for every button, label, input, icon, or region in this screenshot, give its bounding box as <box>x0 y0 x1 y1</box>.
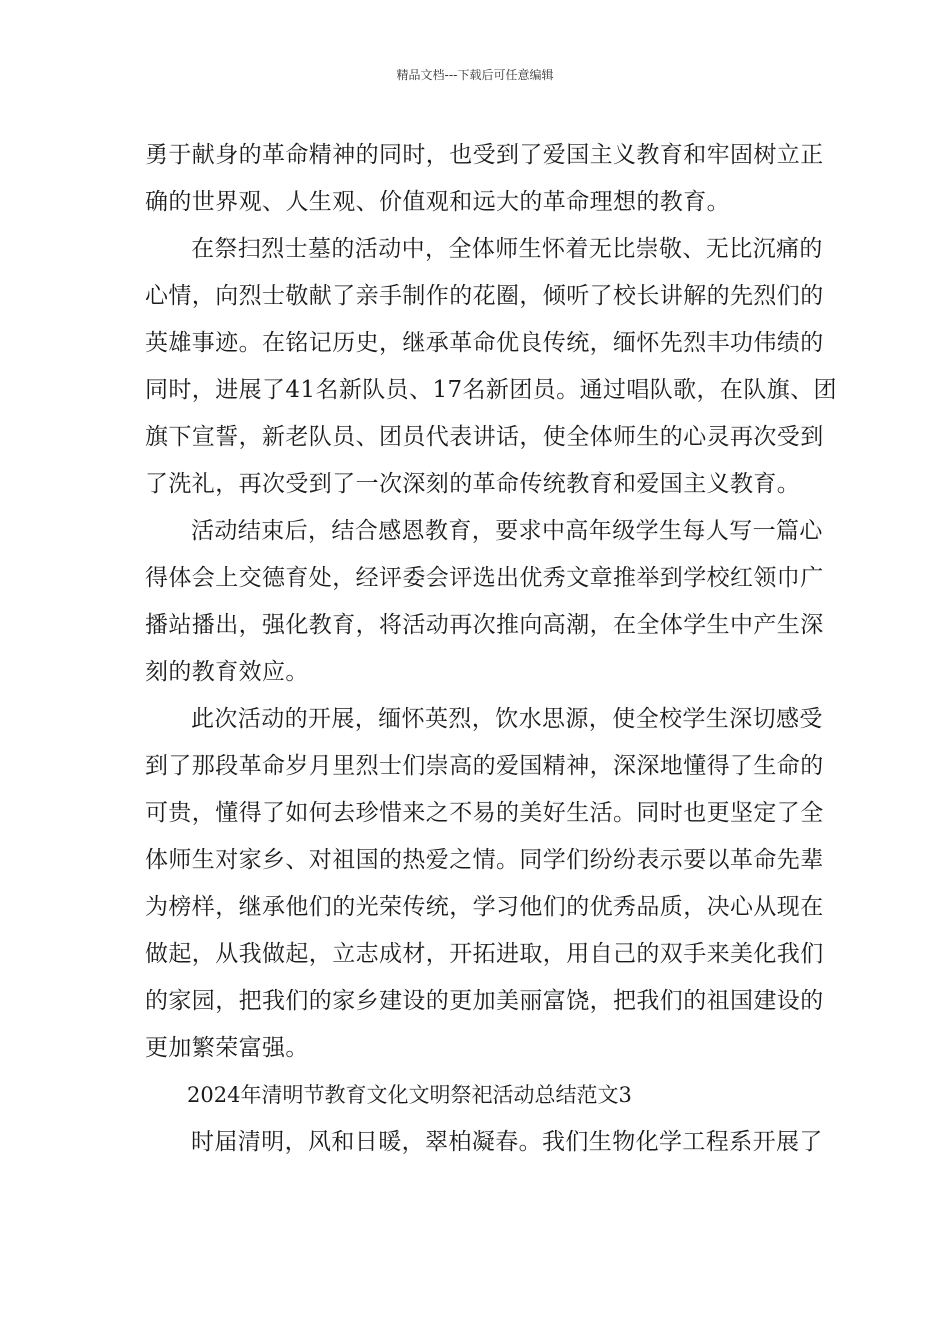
text-line: 更加繁荣富强。 <box>145 1035 309 1061</box>
text-line: 活动结束后，结合感恩教育，要求中高年级学生每人写一篇心 <box>191 518 823 544</box>
paragraph <box>145 1119 823 1166</box>
section-heading: 2024年清明节教育文化文明祭祀活动总结范文3 <box>187 1083 632 1107</box>
text-line: 为榜样，继承他们的光荣传统，学习他们的优秀品质，决心从现在 <box>145 894 824 920</box>
text-line: 体师生对家乡、对祖国的热爱之情。同学们纷纷表示要以革命先辈 <box>145 847 824 873</box>
text-line: 播站播出，强化教育，将活动再次推向高潮，在全体学生中产生深 <box>145 612 824 638</box>
paragraph <box>145 226 837 508</box>
paragraph <box>145 132 824 226</box>
text-line: 可贵，懂得了如何去珍惜来之不易的美好生活。同时也更坚定了全 <box>145 800 824 826</box>
text-line: 做起，从我做起，立志成材，开拓进取，用自己的双手来美化我们 <box>145 941 824 967</box>
text-line: 刻的教育效应。 <box>145 659 309 685</box>
page-header: 精品文档---下载后可任意编辑 <box>396 68 554 82</box>
text-line: 勇于献身的革命精神的同时，也受到了爱国主义教育和牢固树立正 <box>145 142 824 168</box>
paragraph <box>145 696 824 1072</box>
text-line: 得体会上交德育处，经评委会评选出优秀文章推举到学校红领巾广 <box>145 565 824 591</box>
text-line: 心情，向烈士敬献了亲手制作的花圈，倾听了校长讲解的先烈们的 <box>145 283 824 309</box>
text-line: 的家园，把我们的家乡建设的更加美丽富饶，把我们的祖国建设的 <box>145 988 824 1014</box>
text-line: 时届清明，风和日暖，翠柏凝春。我们生物化学工程系开展了 <box>191 1129 823 1155</box>
text-line: 了洗礼，再次受到了一次深刻的革命传统教育和爱国主义教育。 <box>145 471 801 497</box>
paragraph <box>145 508 824 696</box>
document-body <box>145 132 837 1166</box>
text-line: 在祭扫烈士墓的活动中，全体师生怀着无比崇敬、无比沉痛的 <box>191 236 823 262</box>
text-line: 同时，进展了41名新队员、17名新团员。通过唱队歌，在队旗、团 <box>145 377 837 403</box>
text-line: 旗下宣誓，新老队员、团员代表讲话，使全体师生的心灵再次受到 <box>145 424 824 450</box>
text-line: 此次活动的开展，缅怀英烈，饮水思源，使全校学生深切感受 <box>191 706 823 732</box>
text-line: 英雄事迹。在铭记历史，继承革命优良传统，缅怀先烈丰功伟绩的 <box>145 330 824 356</box>
text-line: 到了那段革命岁月里烈士们崇高的爱国精神，深深地懂得了生命的 <box>145 753 824 779</box>
text-line: 确的世界观、人生观、价值观和远大的革命理想的教育。 <box>145 189 730 215</box>
